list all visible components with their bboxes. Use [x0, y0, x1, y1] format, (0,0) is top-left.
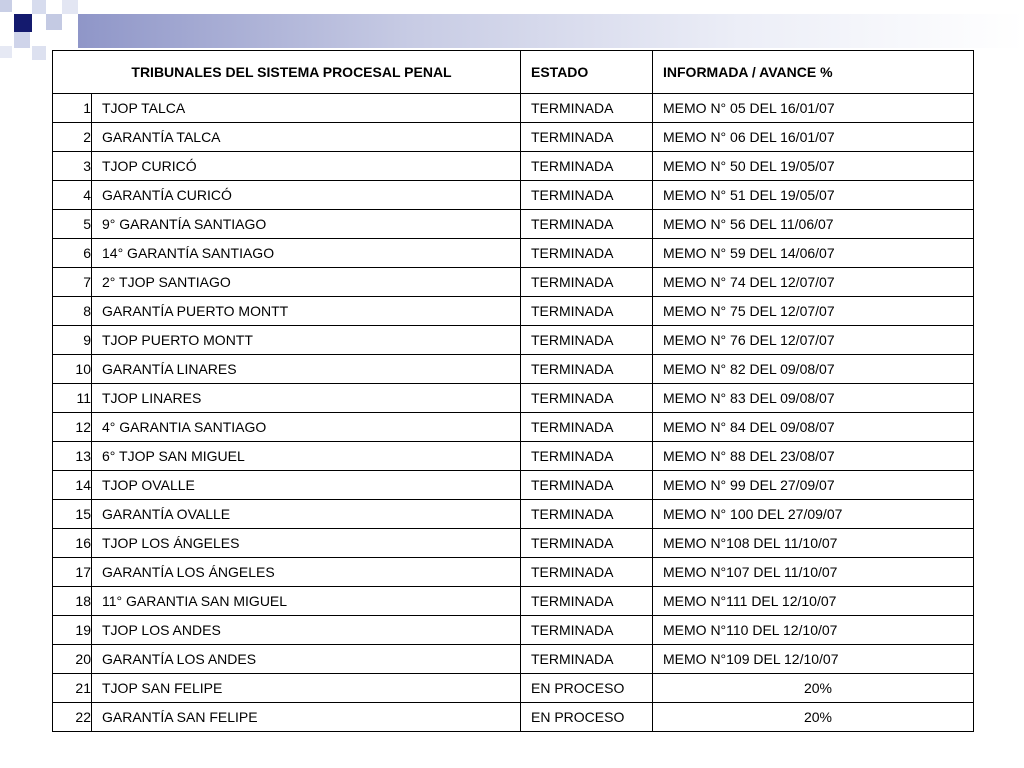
- table-row: [53, 413, 974, 442]
- decor-square: [46, 14, 62, 30]
- tribunal-name: TJOP SAN FELIPE: [92, 674, 521, 703]
- tribunal-name: 4° GARANTIA SANTIAGO: [92, 413, 521, 442]
- tribunal-name: 14° GARANTÍA SANTIAGO: [92, 239, 521, 268]
- tribunal-name: 2° TJOP SANTIAGO: [92, 268, 521, 297]
- estado-value: TERMINADA: [521, 645, 653, 674]
- tribunal-name: 11° GARANTIA SAN MIGUEL: [92, 587, 521, 616]
- informada-value: MEMO N° 59 DEL 14/06/07: [653, 239, 974, 268]
- tribunal-name: GARANTÍA CURICÓ: [92, 181, 521, 210]
- estado-value: TERMINADA: [521, 355, 653, 384]
- row-number: 13: [53, 442, 92, 471]
- row-number: 8: [53, 297, 92, 326]
- decor-square-accent: [14, 14, 32, 32]
- decor-square: [62, 0, 78, 14]
- informada-value: MEMO N°111 DEL 12/10/07: [653, 587, 974, 616]
- estado-value: TERMINADA: [521, 529, 653, 558]
- tribunal-name: GARANTÍA LOS ÁNGELES: [92, 558, 521, 587]
- table-row: [53, 674, 974, 703]
- informada-value: MEMO N°110 DEL 12/10/07: [653, 616, 974, 645]
- tribunal-name: GARANTÍA TALCA: [92, 123, 521, 152]
- tribunal-name: GARANTÍA LINARES: [92, 355, 521, 384]
- table-row: [53, 181, 974, 210]
- estado-value: TERMINADA: [521, 268, 653, 297]
- table-header-row: [53, 51, 974, 94]
- row-number: 2: [53, 123, 92, 152]
- table-row: [53, 442, 974, 471]
- decor-square: [32, 0, 46, 14]
- row-number: 15: [53, 500, 92, 529]
- estado-value: TERMINADA: [521, 239, 653, 268]
- estado-value: TERMINADA: [521, 210, 653, 239]
- estado-value: TERMINADA: [521, 471, 653, 500]
- informada-value: MEMO N° 06 DEL 16/01/07: [653, 123, 974, 152]
- table-row: [53, 297, 974, 326]
- decor-square: [32, 46, 46, 60]
- row-number: 6: [53, 239, 92, 268]
- informada-value: MEMO N° 88 DEL 23/08/07: [653, 442, 974, 471]
- estado-value: TERMINADA: [521, 384, 653, 413]
- estado-value: TERMINADA: [521, 587, 653, 616]
- tribunal-name: GARANTÍA LOS ANDES: [92, 645, 521, 674]
- row-number: 19: [53, 616, 92, 645]
- table-row: [53, 471, 974, 500]
- informada-value: MEMO N°109 DEL 12/10/07: [653, 645, 974, 674]
- estado-value: TERMINADA: [521, 152, 653, 181]
- header-estado: ESTADO: [521, 51, 653, 94]
- row-number: 20: [53, 645, 92, 674]
- table-row: [53, 210, 974, 239]
- tribunal-name: TJOP LINARES: [92, 384, 521, 413]
- informada-value: MEMO N° 84 DEL 09/08/07: [653, 413, 974, 442]
- table-row: [53, 500, 974, 529]
- estado-value: TERMINADA: [521, 413, 653, 442]
- table-row: [53, 326, 974, 355]
- avance-value: 20%: [653, 703, 974, 732]
- table-row: [53, 355, 974, 384]
- estado-value: TERMINADA: [521, 500, 653, 529]
- tribunales-table: [52, 50, 974, 732]
- decor-square: [0, 46, 12, 58]
- estado-value: TERMINADA: [521, 297, 653, 326]
- table-row: [53, 123, 974, 152]
- table-row: [53, 239, 974, 268]
- tribunal-name: 6° TJOP SAN MIGUEL: [92, 442, 521, 471]
- table-row: [53, 587, 974, 616]
- informada-value: MEMO N° 51 DEL 19/05/07: [653, 181, 974, 210]
- informada-value: MEMO N°107 DEL 11/10/07: [653, 558, 974, 587]
- informada-value: MEMO N° 99 DEL 27/09/07: [653, 471, 974, 500]
- row-number: 1: [53, 94, 92, 123]
- table-row: [53, 645, 974, 674]
- table-row: [53, 268, 974, 297]
- row-number: 14: [53, 471, 92, 500]
- table-row: [53, 703, 974, 732]
- estado-value: TERMINADA: [521, 94, 653, 123]
- decor-square: [14, 32, 30, 48]
- tribunal-name: GARANTÍA SAN FELIPE: [92, 703, 521, 732]
- tribunal-name: TJOP LOS ÁNGELES: [92, 529, 521, 558]
- row-number: 5: [53, 210, 92, 239]
- informada-value: MEMO N° 74 DEL 12/07/07: [653, 268, 974, 297]
- table-row: [53, 558, 974, 587]
- row-number: 12: [53, 413, 92, 442]
- row-number: 4: [53, 181, 92, 210]
- estado-value: TERMINADA: [521, 181, 653, 210]
- informada-value: MEMO N° 50 DEL 19/05/07: [653, 152, 974, 181]
- header-tribunales: TRIBUNALES DEL SISTEMA PROCESAL PENAL: [53, 51, 521, 94]
- informada-value: MEMO N° 76 DEL 12/07/07: [653, 326, 974, 355]
- informada-value: MEMO N°108 DEL 11/10/07: [653, 529, 974, 558]
- decor-square: [0, 0, 12, 12]
- header-gradient-bar: [78, 14, 1024, 48]
- row-number: 16: [53, 529, 92, 558]
- row-number: 18: [53, 587, 92, 616]
- tribunal-name: TJOP TALCA: [92, 94, 521, 123]
- row-number: 3: [53, 152, 92, 181]
- informada-value: MEMO N° 75 DEL 12/07/07: [653, 297, 974, 326]
- informada-value: MEMO N° 05 DEL 16/01/07: [653, 94, 974, 123]
- row-number: 22: [53, 703, 92, 732]
- table-row: [53, 384, 974, 413]
- avance-value: 20%: [653, 674, 974, 703]
- estado-value: TERMINADA: [521, 558, 653, 587]
- informada-value: MEMO N° 56 DEL 11/06/07: [653, 210, 974, 239]
- estado-value: TERMINADA: [521, 442, 653, 471]
- row-number: 7: [53, 268, 92, 297]
- table-row: [53, 94, 974, 123]
- row-number: 10: [53, 355, 92, 384]
- informada-value: MEMO N° 100 DEL 27/09/07: [653, 500, 974, 529]
- row-number: 21: [53, 674, 92, 703]
- informada-value: MEMO N° 82 DEL 09/08/07: [653, 355, 974, 384]
- estado-value: EN PROCESO: [521, 703, 653, 732]
- informada-value: MEMO N° 83 DEL 09/08/07: [653, 384, 974, 413]
- tribunal-name: TJOP LOS ANDES: [92, 616, 521, 645]
- row-number: 17: [53, 558, 92, 587]
- table-row: [53, 616, 974, 645]
- row-number: 11: [53, 384, 92, 413]
- estado-value: TERMINADA: [521, 616, 653, 645]
- header-informada: INFORMADA / AVANCE %: [653, 51, 974, 94]
- estado-value: TERMINADA: [521, 326, 653, 355]
- row-number: 9: [53, 326, 92, 355]
- table-row: [53, 529, 974, 558]
- estado-value: TERMINADA: [521, 123, 653, 152]
- tribunal-name: TJOP OVALLE: [92, 471, 521, 500]
- tribunal-name: GARANTÍA PUERTO MONTT: [92, 297, 521, 326]
- tribunal-name: GARANTÍA OVALLE: [92, 500, 521, 529]
- table-row: [53, 152, 974, 181]
- estado-value: EN PROCESO: [521, 674, 653, 703]
- tribunal-name: TJOP CURICÓ: [92, 152, 521, 181]
- tribunal-name: 9° GARANTÍA SANTIAGO: [92, 210, 521, 239]
- tribunal-name: TJOP PUERTO MONTT: [92, 326, 521, 355]
